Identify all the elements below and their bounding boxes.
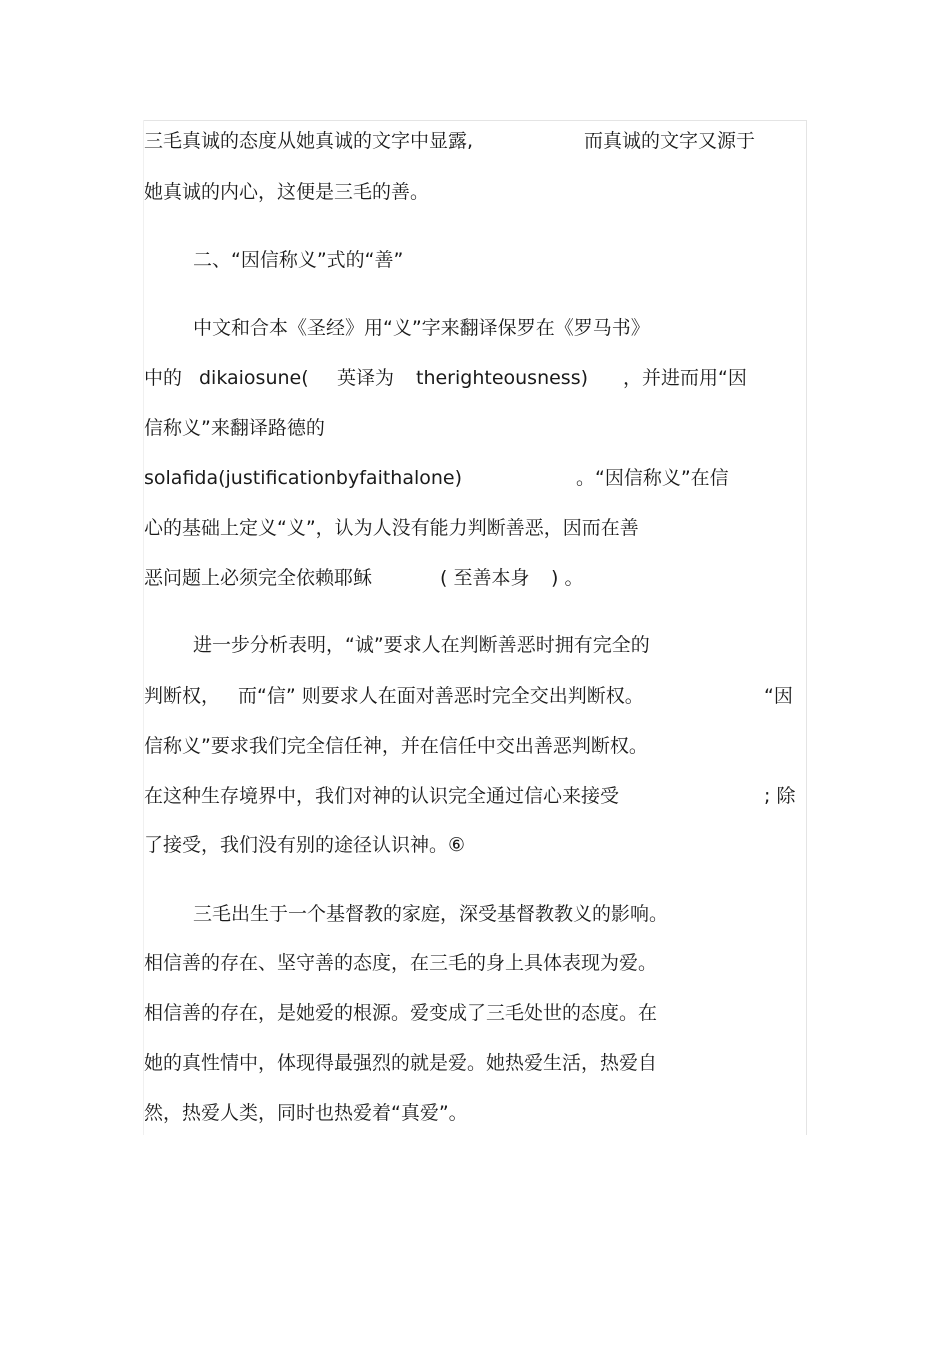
paragraph-2-line-2c: 英译为 bbox=[337, 367, 395, 389]
paragraph-4-line-1: 三毛出生于一个基督教的家庭，深受基督教教义的影响。 bbox=[193, 903, 669, 925]
paragraph-2-line-4a: solafida(justificationbyfaithalone) bbox=[144, 467, 463, 489]
paragraph-2-line-6c: ) 。 bbox=[551, 567, 584, 589]
paragraph-3-line-3: 信称义”要求我们完全信任神，并在信任中交出善恶判断权。 bbox=[144, 735, 648, 757]
paragraph-2-line-4b: 。“因信称义”在信 bbox=[576, 467, 729, 489]
section-heading: 二、“因信称义”式的“善” bbox=[193, 249, 404, 271]
paragraph-3-line-4b: ; 除 bbox=[764, 785, 796, 807]
paragraph-2-line-6a: 恶问题上必须完全依赖耶稣 bbox=[144, 567, 373, 589]
paragraph-2-line-6b: ( 至善本身 bbox=[440, 567, 530, 589]
paragraph-4-line-2: 相信善的存在、坚守善的态度，在三毛的身上具体表现为爱。 bbox=[144, 952, 658, 974]
paragraph-3-line-2c: “因 bbox=[764, 685, 793, 707]
paragraph-1-line-1b: 而真诚的文字又源于 bbox=[584, 130, 756, 152]
paragraph-1-line-1a: 三毛真诚的态度从她真诚的文字中显露, bbox=[144, 130, 474, 152]
paragraph-3-line-5: 了接受，我们没有别的途径认识神。⑥ bbox=[144, 834, 466, 856]
paragraph-2-line-2e: ，并进而用“因 bbox=[623, 367, 747, 389]
paragraph-4-line-4: 她的真性情中，体现得最强烈的就是爱。她热爱生活，热爱自 bbox=[144, 1052, 658, 1074]
paragraph-2-line-2b: dikaiosune( bbox=[199, 367, 309, 389]
paragraph-4-line-5: 然，热爱人类，同时也热爱着“真爱”。 bbox=[144, 1102, 468, 1124]
paragraph-4-line-3: 相信善的存在，是她爱的根源。爱变成了三毛处世的态度。在 bbox=[144, 1002, 658, 1024]
paragraph-3-line-4a: 在这种生存境界中，我们对神的认识完全通过信心来接受 bbox=[144, 785, 620, 807]
paragraph-2-line-2d: therighteousness) bbox=[416, 367, 589, 389]
paragraph-2-line-1: 中文和合本《圣经》用“义”字来翻译保罗在《罗马书》 bbox=[193, 317, 650, 339]
paragraph-2-line-2a: 中的 bbox=[144, 367, 183, 389]
paragraph-1-line-2: 她真诚的内心，这便是三毛的善。 bbox=[144, 181, 430, 203]
paragraph-3-line-2a: 判断权， bbox=[144, 685, 221, 707]
page-frame-right-border bbox=[806, 120, 807, 1135]
page-frame-left-border bbox=[143, 120, 144, 1135]
paragraph-2-line-5: 心的基础上定义“义”，认为人没有能力判断善恶，因而在善 bbox=[144, 517, 639, 539]
paragraph-3-line-2b: 而“信” 则要求人在面对善恶时完全交出判断权。 bbox=[238, 685, 644, 707]
page-frame-top-border bbox=[143, 120, 807, 121]
paragraph-3-line-1: 进一步分析表明，“诚”要求人在判断善恶时拥有完全的 bbox=[193, 634, 650, 656]
paragraph-2-line-3: 信称义”来翻译路德的 bbox=[144, 417, 325, 439]
